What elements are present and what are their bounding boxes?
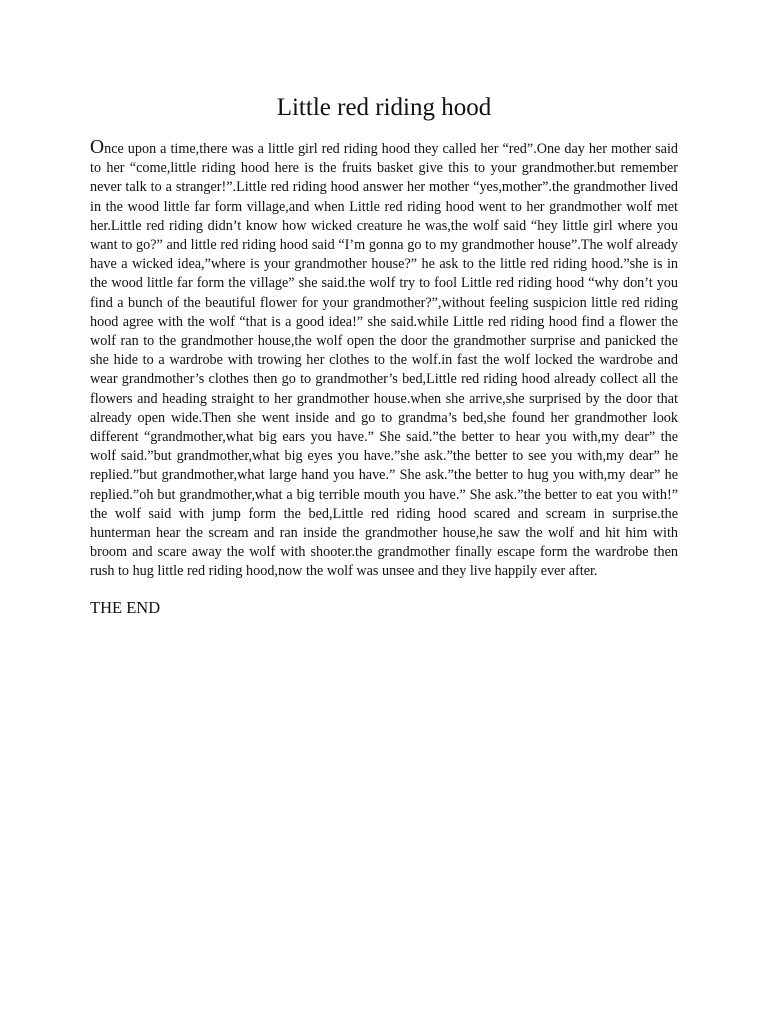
document-title: Little red riding hood xyxy=(276,94,492,121)
document-page xyxy=(90,92,678,619)
drop-cap-letter: O xyxy=(90,137,105,158)
story-paragraph xyxy=(90,138,678,582)
story-text: nce upon a time,there was a little girl red riding hood they called her “red”.One day her mother said to her “come,little riding hood here is the fruits basket give this to your grandmother.but remember never talk to a stranger!”.Little red riding hood answer her mother “yes,mother”.the grandmother lived in the wood little far form village,and when Little red riding hood went to her grandmother wolf met her.Little red riding didn’t know how wicked creature he was,the wolf said “hey little girl where you want to go?” and little red riding hood said “I’m gonna go to my grandmother house”.The wolf already have a wicked idea,”where is your grandmother house?” he ask to the little red riding hood.”she is in the wood little far form the village” she said.the wolf try to fool Little red riding hood “why don’t you find a bunch of the beautiful flower for your grandmother?”,without feeling suspicion little red riding hood agree with the wolf “that is a good idea!” she said.while Little red riding hood find a flower the wolf ran to the grandmother house,the wolf open the door the grandmother surprise and panicked the she hide to a wardrobe with trowing her clothes to the wolf.in fast the wolf locked the wardrobe and wear grandmother’s clothes then go to grandmother’s bed,Little red riding hood already collect all the flowers and heading straight to her grandmother house.when she arrive,she surprised by the door that already open wide.Then she went inside and go to grandma’s bed,she found her grandmother look different “grandmother,what big ears you have.” She said.”the better to hear you with,my dear” the wolf said.”but grandmother,what big eyes you have.”she ask.”the better to see you with,my dear” he replied.”but grandmother,what large hand you have.” She ask.”the better to hug you with,my dear” he replied.”oh but grandmother,what a big terrible mouth you have.” She ask.”the better to eat you with!” the wolf said with jump form the bed,Little red riding hood scared and scream in surprise.the hunterman hear the scream and ran inside the grandmother house,he saw the wolf and hit him with broom and scare away the wolf with shooter.the grandmother finally escape form the wardrobe then rush to hug little red riding hood,now the wolf was unsee and they live happily ever after. xyxy=(90,141,678,580)
the-end-label: THE END xyxy=(90,597,161,617)
